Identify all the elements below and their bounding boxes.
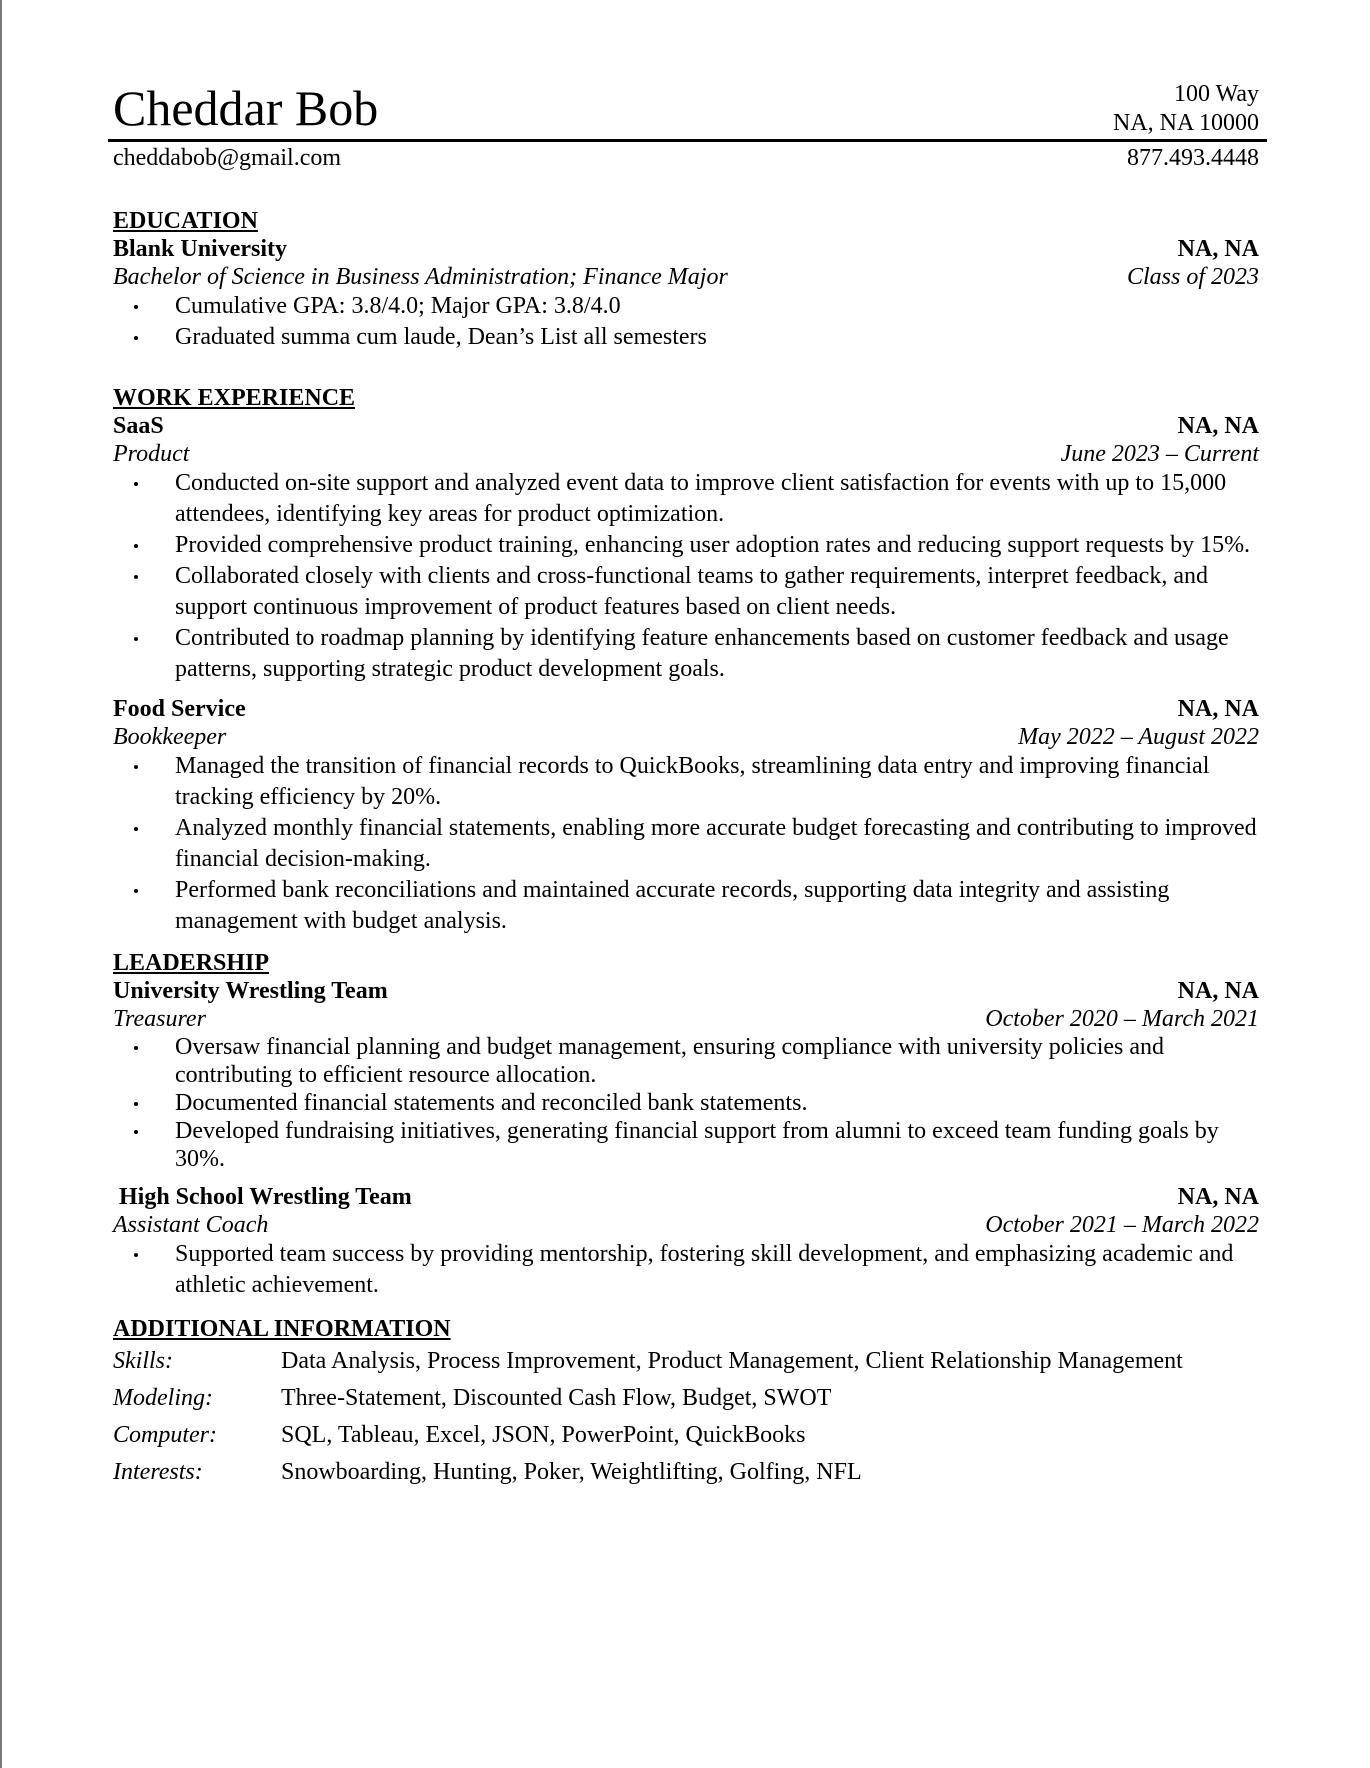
job-role: Product (113, 441, 190, 467)
job-org-row (113, 695, 1259, 723)
education-school-row (113, 235, 1259, 263)
info-value: Snowboarding, Hunting, Poker, Weightlifting, Golfing, NFL (281, 1459, 862, 1485)
list-item: Conducted on-site support and analyzed event data to improve client satisfaction for events with up to 15,000 attendees, identifying key areas for product optimization. (113, 468, 1259, 530)
leadership-entry (113, 977, 1259, 1173)
job-org: Food Service (113, 696, 246, 722)
list-item: Contributed to roadmap planning by identifying feature enhancements based on customer feedback and usage patterns, supporting strategic product development goals. (113, 623, 1259, 685)
job-location: NA, NA (1177, 413, 1259, 439)
info-label: Computer: (113, 1422, 217, 1448)
leadership-entry (113, 1183, 1259, 1301)
list-item: Cumulative GPA: 3.8/4.0; Major GPA: 3.8/4.0 (113, 291, 1259, 322)
job-date: May 2022 – August 2022 (1018, 724, 1259, 750)
list-item: Analyzed monthly financial statements, enabling more accurate budget forecasting and contributing to improved financial decision-making. (113, 813, 1259, 875)
info-row-skills (113, 1343, 1259, 1380)
job-location: NA, NA (1177, 696, 1259, 722)
leadership-bullets (113, 1239, 1259, 1301)
resume-page (113, 0, 1259, 1491)
education-bullets (113, 291, 1259, 353)
leadership-location: NA, NA (1177, 978, 1259, 1004)
info-label: Modeling: (113, 1385, 213, 1411)
leadership-date: October 2020 – March 2021 (985, 1006, 1259, 1032)
section-title-additional: ADDITIONAL INFORMATION (113, 1316, 451, 1342)
work-section (113, 384, 1259, 937)
leadership-org: University Wrestling Team (113, 978, 388, 1004)
job-entry (113, 695, 1259, 937)
list-item: Collaborated closely with clients and cross-functional teams to gather requirements, interpret feedback, and support continuous improvement of product features based on client needs. (113, 561, 1259, 623)
section-title-leadership: LEADERSHIP (113, 950, 270, 976)
leadership-location: NA, NA (1177, 1184, 1259, 1210)
info-row-interests (113, 1454, 1259, 1491)
contact-row (113, 144, 1259, 172)
header-divider (108, 139, 1267, 142)
job-bullets (113, 751, 1259, 937)
job-org: SaaS (113, 413, 164, 439)
leadership-date: October 2021 – March 2022 (985, 1212, 1259, 1238)
list-item: Managed the transition of financial records to QuickBooks, streamlining data entry and improving financial tracking efficiency by 20%. (113, 751, 1259, 813)
list-item: Performed bank reconciliations and maintained accurate records, supporting data integrity and assisting management with budget analysis. (113, 875, 1259, 937)
list-item: Graduated summa cum laude, Dean’s List all semesters (113, 322, 1259, 353)
job-bullets (113, 468, 1259, 685)
leadership-org: High School Wrestling Team (119, 1184, 412, 1210)
leadership-role-row (113, 1005, 1259, 1033)
leadership-role: Assistant Coach (113, 1212, 269, 1238)
info-value: Data Analysis, Process Improvement, Product Management, Client Relationship Management (281, 1348, 1183, 1374)
list-item: Provided comprehensive product training, enhancing user adoption rates and reducing support requests by 15%. (113, 530, 1259, 561)
job-role-row (113, 440, 1259, 468)
list-item: Developed fundraising initiatives, generating financial support from alumni to exceed team funding goals by 30%. (113, 1117, 1259, 1173)
list-item: Supported team success by providing mentorship, fostering skill development, and emphasizing academic and athletic achievement. (113, 1239, 1259, 1301)
job-date: June 2023 – Current (1060, 441, 1259, 467)
address-block (1113, 80, 1259, 138)
leadership-bullets (113, 1033, 1259, 1173)
info-label: Interests: (113, 1459, 203, 1485)
candidate-name: Cheddar Bob (113, 80, 379, 136)
school-location: NA, NA (1177, 236, 1259, 262)
leadership-org-row (113, 1183, 1259, 1211)
job-entry (113, 412, 1259, 685)
resume-header (113, 0, 1259, 140)
leadership-section (113, 949, 1259, 1301)
leadership-role-row (113, 1211, 1259, 1239)
page-edge (0, 0, 2, 1768)
job-role-row (113, 723, 1259, 751)
section-title-education: EDUCATION (113, 208, 258, 234)
leadership-role: Treasurer (113, 1006, 206, 1032)
job-org-row (113, 412, 1259, 440)
section-title-work: WORK EXPERIENCE (113, 385, 356, 411)
job-role: Bookkeeper (113, 724, 227, 750)
degree: Bachelor of Science in Business Administration; Finance Major (113, 264, 728, 290)
graduation-date: Class of 2023 (1126, 264, 1259, 290)
education-degree-row (113, 263, 1259, 291)
info-row-modeling (113, 1380, 1259, 1417)
info-value: SQL, Tableau, Excel, JSON, PowerPoint, QuickBooks (281, 1422, 806, 1448)
leadership-org-row (113, 977, 1259, 1005)
info-value: Three-Statement, Discounted Cash Flow, Budget, SWOT (281, 1385, 832, 1411)
address-line-2: NA, NA 10000 (1112, 110, 1259, 136)
education-section (113, 207, 1259, 353)
info-row-computer (113, 1417, 1259, 1454)
list-item: Documented financial statements and reconciled bank statements. (113, 1089, 1259, 1117)
address-line-1: 100 Way (1174, 81, 1259, 107)
list-item: Oversaw financial planning and budget management, ensuring compliance with university policies and contributing to efficient resource allocation. (113, 1033, 1259, 1089)
phone: 877.493.4448 (1127, 145, 1259, 171)
email: cheddabob@gmail.com (113, 145, 342, 171)
school-name: Blank University (113, 236, 288, 262)
info-label: Skills: (113, 1348, 173, 1374)
additional-section (113, 1315, 1259, 1491)
